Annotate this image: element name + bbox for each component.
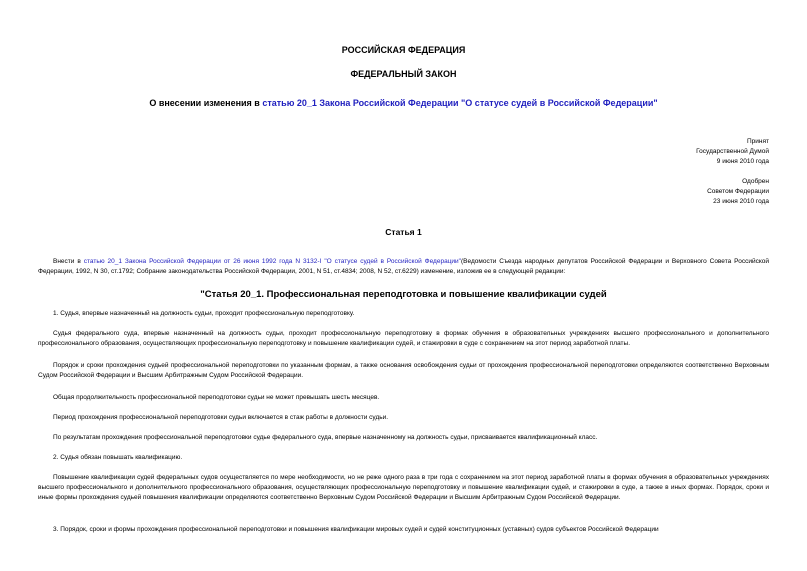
accepted-block [696, 137, 769, 167]
paragraph: 3. Порядок, сроки и формы прохождения профессиональной переподготовки и повышения квалификации мировых судей и судей конституционных (уставных) судов субъектов Российской Федерации [53, 526, 659, 533]
approved-line: Одобрен [742, 178, 769, 185]
approved-block [707, 177, 769, 207]
paragraph: Порядок и сроки прохождения судьей профессиональной переподготовки по указанным формам, а также основания освобождения судьи от прохождения профессиональной переподготовки определяются соответственно Верховным Судом Российской Федерации и Высшим Арбитражным Судом Российской Федерации. [38, 362, 769, 379]
accepted-line: Принят [746, 138, 769, 145]
section-heading: "Статья 20_1. Профессиональная переподготовка и повышение квалификации судей [200, 289, 607, 300]
law-title-link[interactable]: статью 20_1 Закона Российской Федерации "О статусе судей в Российской Федерации" [262, 98, 658, 108]
paragraph: Повышение квалификации судей федеральных судов осуществляется по мере необходимости, но не реже одного раза в три года с сохранением на этот период заработной платы в формах обучения в образовательных учреждениях высшего профессионального и дополнительного профессионального образования, осуществляющих профессиональную переподготовку и повышение квалификации судей, и стажировки в суде, а также в иных формах. Порядок, сроки и иные формы прохождения судьей повышения квалификации определяются соответственно Верховным Судом Российской Федерации и Высшим Арбитражным Судом Российской Федерации. [38, 474, 769, 501]
paragraph: 2. Судья обязан повышать квалификацию. [53, 454, 183, 461]
paragraph: 1. Судья, впервые назначенный на должность судьи, проходит профессиональную переподготовку. [53, 310, 355, 317]
law-title-prefix: О внесении изменения в [149, 98, 263, 108]
law-title [0, 98, 807, 108]
intro-link-title[interactable]: "О статусе судей в Российской Федерации" [324, 258, 461, 265]
article-intro [38, 257, 769, 277]
paragraph: Общая продолжительность профессиональной переподготовки судьи не может превышать шесть месяцев. [53, 394, 380, 401]
article-heading: Статья 1 [385, 227, 422, 237]
country-heading: РОССИЙСКАЯ ФЕДЕРАЦИЯ [341, 45, 466, 55]
accepted-line: Государственной Думой [696, 148, 769, 155]
approved-line: Советом Федерации [707, 188, 769, 195]
intro-prefix: Внести в [53, 258, 84, 265]
paragraph: Судья федерального суда, впервые назначенный на должность судьи, проходит профессиональную переподготовку в формах обучения в образовательных учреждениях высшего профессионального и дополнительного профессионального образования, осуществляющих профессиональную переподготовку и повышение квалификации судей, и стажировки в суде с сохранением на этот период заработной платы. [38, 330, 769, 347]
intro-link-law[interactable]: статью 20_1 Закона Российской Федерации от 26 июня 1992 года N 3132-I [83, 258, 322, 265]
paragraph: Период прохождения профессиональной переподготовки судьи включается в стаж работы в должности судьи. [53, 414, 389, 421]
accepted-line: 9 июня 2010 года [716, 158, 769, 165]
law-type-heading: ФЕДЕРАЛЬНЫЙ ЗАКОН [350, 69, 457, 79]
paragraph: По результатам прохождения профессиональной переподготовки судье федерального суда, впервые назначенному на должность судьи, присваивается квалификационный класс. [53, 434, 598, 441]
intro-rest: (Ведомости Съезда народных депутатов Российской Федерации и Верховного Совета Российской Федерации, 1992, N 30, ст.1792; Собрание законодательства Российской Федерации, 2001, N 51, ст.4834; 2008, N 52, ст.6229) изменение, изложив ее в следующей редакции: [38, 258, 769, 275]
approved-line: 23 июня 2010 года [713, 198, 769, 205]
